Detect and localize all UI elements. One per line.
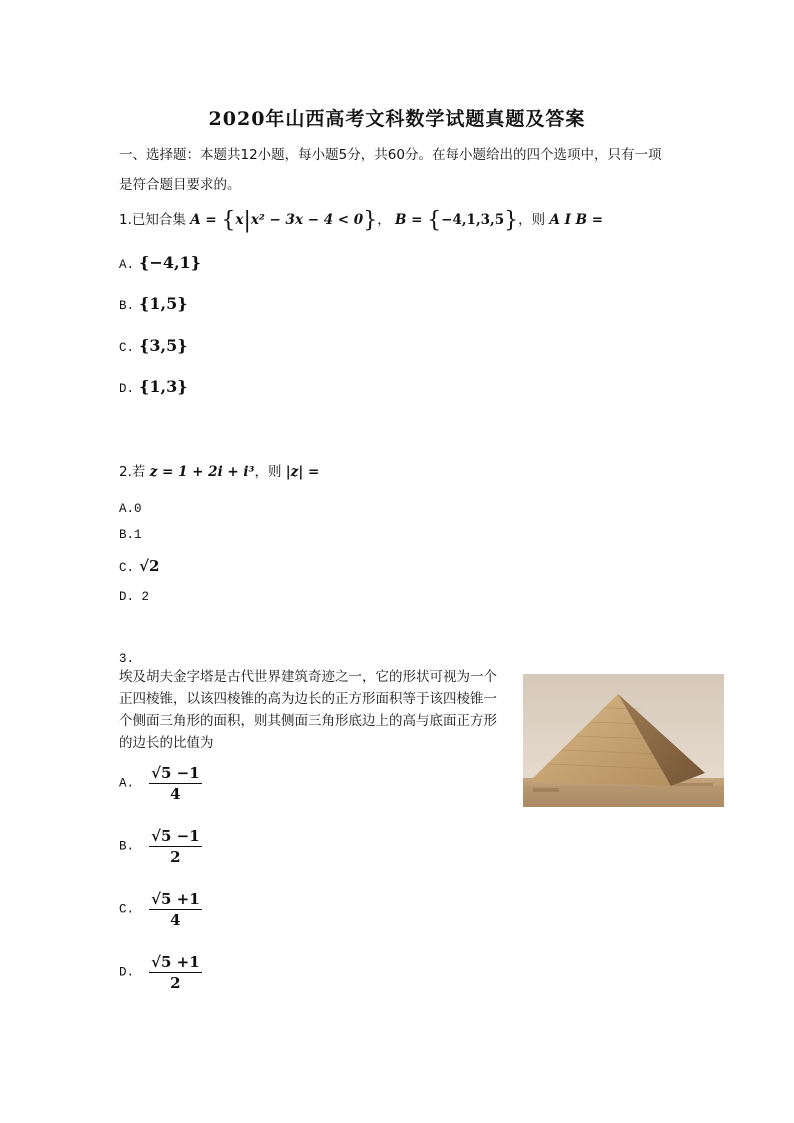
section-heading-line1: 一、选择题：本题共12小题，每小题5分，共60分。在每小题给出的四个选项中，只有一项	[119, 147, 662, 163]
q2-option-d: D. 2	[119, 590, 150, 604]
set-a-var: x	[235, 212, 244, 228]
q3-option-d: D. $\frac{√5 +1}{2}$	[119, 953, 200, 992]
q3-option-c: C. $\frac{√5 +1}{4}$	[119, 890, 200, 929]
set-b-name: B	[395, 212, 407, 228]
q2-option-b: B.1	[119, 528, 142, 542]
question-3-stem: 埃及胡夫金字塔是古代世界建筑奇迹之一，它的形状可视为一个正四棱锥，以该四棱锥的高为边长的正方形面积等于该四棱锥一个侧面三角形的面积，则其侧面三角形底边上的高与底面正方形的边长的比值为	[119, 669, 497, 751]
pyramid-photo	[523, 674, 724, 807]
set-b-elems: −4,1,3,5	[441, 212, 505, 228]
question-2-ask: |z| =	[285, 464, 320, 480]
q2-option-c: C. √2	[119, 557, 160, 575]
question-1-prefix: 已知合集	[131, 212, 186, 228]
page-title: 2020年山西高考文科数学试题真题及答案	[208, 108, 586, 130]
set-a-expr: x² − 3x − 4 < 0	[250, 212, 364, 228]
q1-option-b: B. {1,5}	[119, 294, 188, 313]
q1-option-c: C. {3,5}	[119, 336, 188, 355]
q1-option-d: D. {1,3}	[119, 377, 188, 396]
question-2-expr: z = 1 + 2i + i³	[149, 464, 255, 480]
q1-option-a: A. {−4,1}	[119, 253, 201, 272]
question-2-number: 2.	[119, 464, 132, 480]
question-1-number: 1.	[119, 212, 132, 228]
q3-option-b: B. $\frac{√5 -1}{2}$	[119, 827, 200, 866]
question-3-number: 3.	[119, 652, 135, 666]
section-heading-line2: 是符合题目要求的。	[119, 177, 241, 193]
question-1-suffix: ，则	[518, 212, 546, 228]
question-1-stem: 1.已知合集 A = {x|x² − 3x − 4 < 0}， B = {−4,1,3,5}，则 A I B =	[119, 208, 604, 233]
question-1-ask: A I B =	[549, 212, 604, 228]
q3-option-a: A. $\frac{√5 -1}{4}$	[119, 764, 200, 803]
question-2-stem: 2.若 z = 1 + 2i + i³，则 |z| =	[119, 464, 320, 480]
set-a-name: A	[190, 212, 201, 228]
q2-option-a: A.0	[119, 502, 142, 516]
